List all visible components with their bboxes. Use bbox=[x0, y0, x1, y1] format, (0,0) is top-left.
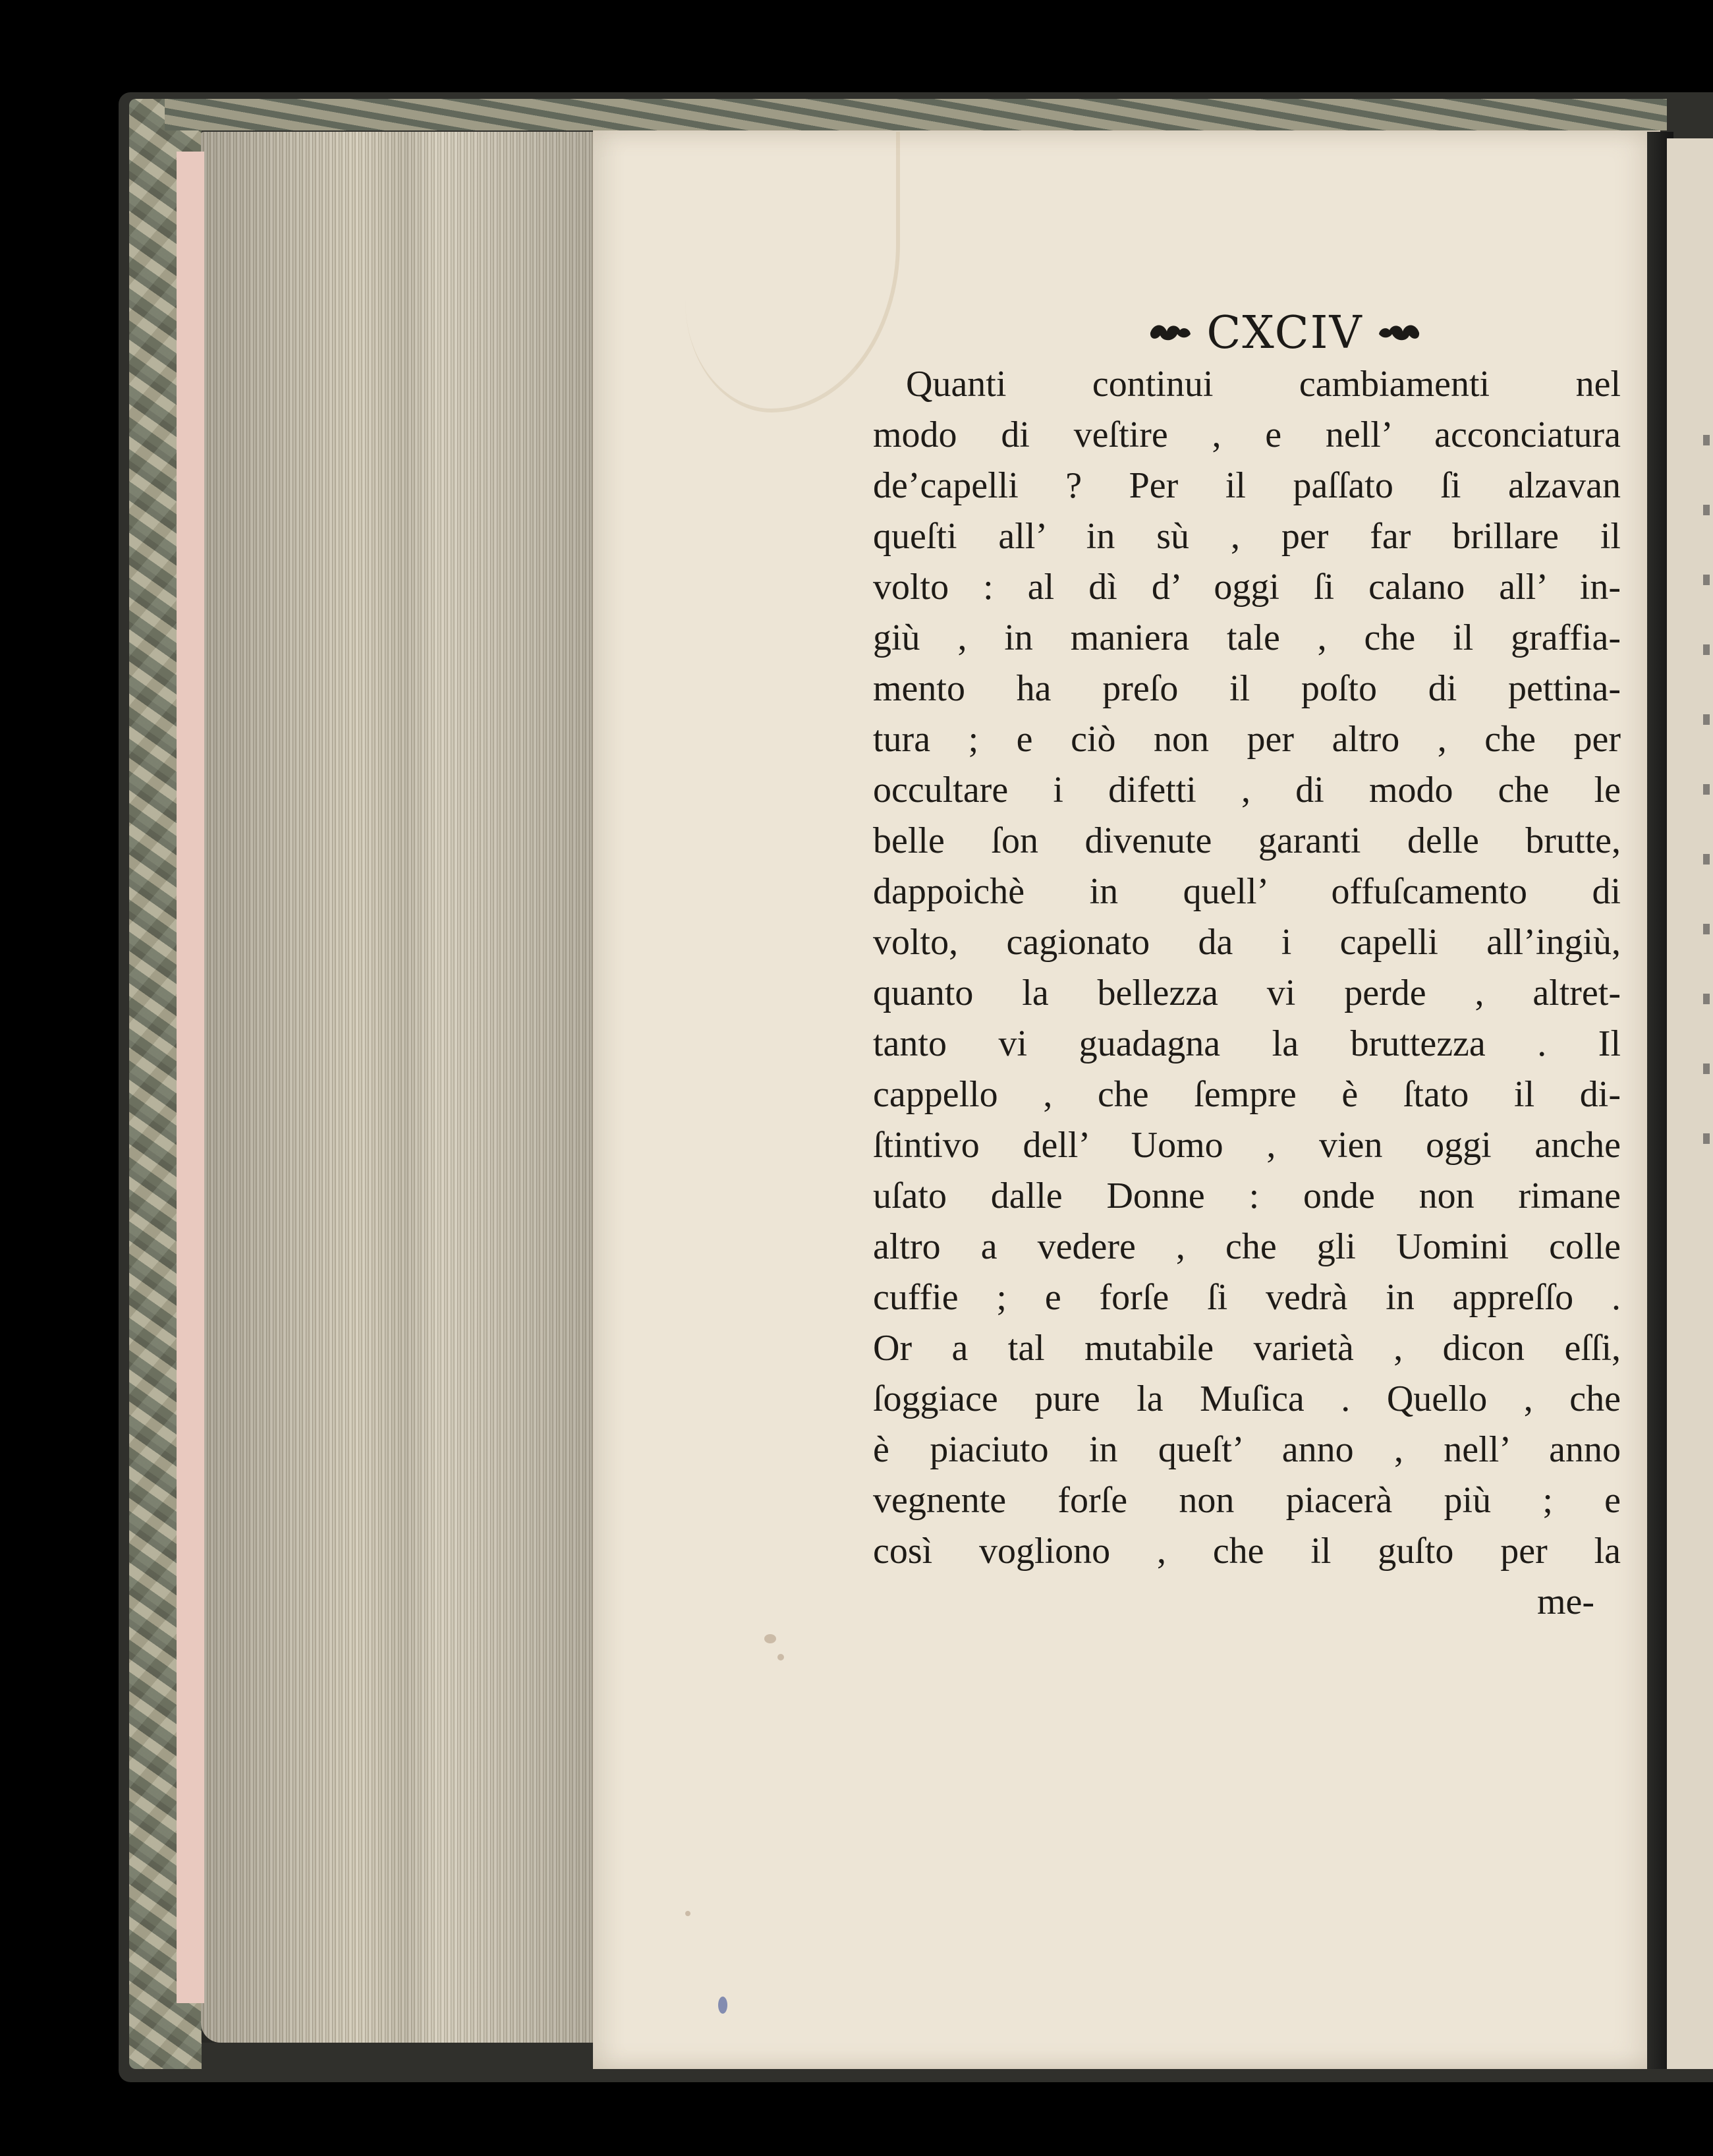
text-line: quanto la bellezza vi perde , altret- bbox=[873, 973, 1621, 1013]
text-line: cuffie ; e forſe ſi vedrà in appreſſo . bbox=[873, 1277, 1621, 1318]
endpaper-edge bbox=[177, 152, 204, 2003]
page-number: CXCIV bbox=[1206, 306, 1363, 359]
text-line: queſti all’ in sù , per far brillare il bbox=[873, 516, 1621, 557]
catchword: me- bbox=[1536, 1581, 1594, 1622]
text-line: mento ha preſo il poſto di pettina- bbox=[873, 668, 1621, 709]
text-line: ſtintivo dell’ Uomo , vien oggi anche bbox=[873, 1125, 1621, 1166]
text-line: Or a tal mutabile varietà , dicon eſſi, bbox=[873, 1328, 1621, 1369]
fleuron-right-icon bbox=[1376, 320, 1422, 346]
text-line: dappoichè in quell’ offuſcamento di bbox=[873, 871, 1621, 912]
fleuron-left-icon bbox=[1147, 320, 1193, 346]
text-line: de’capelli ? Per il paſſato ſi alzavan bbox=[873, 465, 1621, 506]
text-line: belle ſon divenute garanti delle brutte, bbox=[873, 820, 1621, 861]
text-line: modo di veſtire , e nell’ acconciatura bbox=[873, 414, 1621, 455]
text-line: occultare i difetti , di modo che le bbox=[873, 770, 1621, 810]
text-line: Quanti continui cambiamenti nel bbox=[906, 364, 1621, 405]
text-line: volto, cagionato da i capelli all’ingiù, bbox=[873, 922, 1621, 963]
text-line: tanto vi guadagna la bruttezza . Il bbox=[873, 1023, 1621, 1064]
text-line: uſato dalle Donne : onde non rimane bbox=[873, 1176, 1621, 1216]
page-block-edge bbox=[201, 132, 596, 2043]
text-line: è piaciuto in queſt’ anno , nell’ anno bbox=[873, 1429, 1621, 1470]
text-line: tura ; e ciò non per altro , che per bbox=[873, 719, 1621, 760]
page-header bbox=[1120, 303, 1449, 362]
text-line: cappello , che ſempre è ſtato il di- bbox=[873, 1074, 1621, 1115]
foxing-spot bbox=[764, 1634, 776, 1643]
text-line: giù , in maniera tale , che il graffia- bbox=[873, 617, 1621, 658]
ink-mark bbox=[718, 1997, 727, 2014]
text-line: vegnente forſe non piacerà più ; e bbox=[873, 1480, 1621, 1521]
text-line: ſoggiace pure la Muſica . Quello , che bbox=[873, 1378, 1621, 1419]
marbled-cover-top bbox=[165, 99, 1667, 130]
text-line: così vogliono , che il guſto per la bbox=[873, 1531, 1621, 1572]
foxing-spot bbox=[685, 1911, 690, 1916]
text-line: volto : al dì d’ oggi ſi calano all’ in- bbox=[873, 567, 1621, 608]
facing-page-text-fragments bbox=[1703, 376, 1710, 1166]
foxing-spot bbox=[777, 1654, 784, 1660]
body-text bbox=[873, 359, 1621, 1628]
text-line: altro a vedere , che gli Uomini colle bbox=[873, 1226, 1621, 1267]
